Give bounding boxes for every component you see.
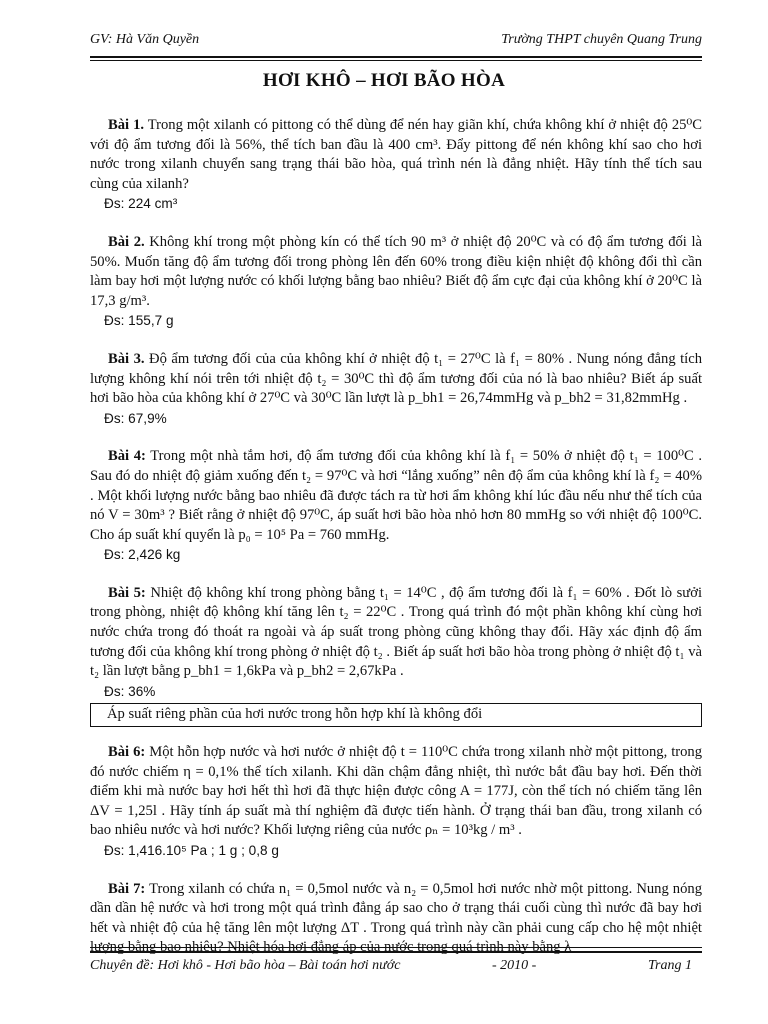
page-footer <box>90 958 702 980</box>
problem-text: Không khí trong một phòng kín có thể tích 90 m³ ở nhiệt độ 20⁰C và có độ ẩm tương đối là 50%. Muốn tăng độ ẩm tương đối trong phòng lên đến 60% trong điều kiện nhiệt độ không đổi thì cần làm bay hơi một lượng nước có khối lượng bằng bao nhiêu? Biết độ ẩm cực đại của không khí ở 20⁰C là 17,3 g/m³. <box>90 233 702 309</box>
problem-text: Nhiệt độ không khí trong phòng bằng t₁ = 14⁰C , độ ẩm tương đối là f₁ = 60% . Đốt lò sưởi trong phòng, nhiệt độ không khí tăng lên t₂ = 22⁰C . Trong quá trình đó một phần không khí cùng hơi nước chứa trong đó thoát ra ngoài và áp suất trong phòng cũng không thay đổi. Hãy xác định độ ẩm tương đối của không khí trong phòng ở nhiệt độ t₂ . Biết áp suất hơi bão hòa trong phòng ở nhiệt độ t₁ và t₂ lần lượt bằng p_bh1 = 1,6kPa và p_bh2 = 2,67kPa . <box>90 584 702 680</box>
problem-text: Trong một nhà tắm hơi, độ ẩm tương đối của không khí là f₁ = 50% ở nhiệt độ t₁ = 100⁰C . Sau đó do nhiệt độ giảm xuống đến t₂ = 97⁰C và hơi “lắng xuống” nên độ ẩm của không khí là f₂ = 40% . Một khối lượng nước bằng bao nhiêu đã được tách ra từ hơi ẩm không khí lúc đầu nếu như thể tích của nó V = 30m³ ? Biết rằng ở nhiệt độ 97⁰C, áp suất hơi bão hòa nhỏ hơn 80 mmHg so với nhiệt độ 100⁰C. Cho áp suất khí quyển là p₀ = 10⁵ Pa = 760 mmHg. <box>90 448 702 543</box>
header-teacher: GV: Hà Văn Quyền <box>90 32 200 47</box>
footer-topic: Chuyên đề: Hơi khô - Hơi bão hòa – Bài toán hơi nước <box>90 958 401 973</box>
problem-label: Bài 7: <box>108 880 146 897</box>
problem-text: Một hỗn hợp nước và hơi nước ở nhiệt độ t = 110⁰C chứa trong xilanh nhờ một pittong, trong đó nước chiếm η = 0,1% thể tích xilanh. Khi dãn chậm đẳng nhiệt, thì nước bắt đầu bay hơi. Đến thời điểm khi mà nước bay hơi hết thì hơi đã thực hiện được công A = 177J, còn thể tích nó chiếm tăng lên ΔV = 1,25l . Hãy tính áp suất mà thí nghiệm đã được tiến hành. Ở trạng thái ban đầu, trong xilanh có bao nhiêu nước và hơi nước? Khối lượng riêng của nước ρₙ = 10³kg / m³ . <box>90 744 703 839</box>
answer-6: Đs: 1,416.10⁵ Pa ; 1 g ; 0,8 g <box>104 843 279 858</box>
answer-1: Đs: 224 cm³ <box>104 196 178 212</box>
problem-2 <box>90 233 702 311</box>
answer-3: Đs: 67,9% <box>104 410 167 426</box>
page-header <box>90 30 702 54</box>
footer-page-number: Trang 1 <box>648 958 692 973</box>
answer-4: Đs: 2,426 kg <box>104 547 181 563</box>
answer-5: Đs: 36% <box>104 683 156 699</box>
problem-6 <box>90 743 702 841</box>
problem-1 <box>90 116 702 194</box>
hint-box: Áp suất riêng phần của hơi nước trong hỗn hợp khí là không đổi <box>90 703 702 727</box>
problem-label: Bài 2. <box>108 233 145 250</box>
problem-text: Trong một xilanh có pittong có thể dùng để nén hay giãn khí, chứa không khí ở nhiệt độ 25⁰C với độ ẩm tương đối là 56%, thể tích ban đầu là 400 cm³. Đẩy pittong để nén không khí sao cho hơi nước trong xilanh chuyển sang trạng thái bão hòa, quá trình nén là đẳng nhiệt. Hãy tính thể tích sau cùng của xilanh? <box>90 117 702 192</box>
document-body <box>90 116 702 958</box>
footer-rule <box>90 951 702 953</box>
problem-text: Độ ẩm tương đối của của không khí ở nhiệt độ t₁ = 27⁰C là f₁ = 80% . Nung nóng đẳng tích lượng không khí nói trên tới nhiệt độ t₂ = 30⁰C thì độ ẩm tương đối của nó là bao nhiêu? Biết áp suất hơi bão hòa của không khí ở 27⁰C và 30⁰C lần lượt là p_bh1 = 26,74mmHg và p_bh2 = 31,82mmHg . <box>90 350 703 407</box>
problem-4 <box>90 447 702 545</box>
header-rule <box>90 56 702 58</box>
problem-label: Bài 1. <box>108 117 145 133</box>
header-rule-thin <box>90 60 702 61</box>
problem-label: Bài 3. <box>108 350 145 367</box>
footer-year: - 2010 - <box>492 958 537 973</box>
problem-3 <box>90 350 702 409</box>
footer-rule-thin <box>90 947 702 948</box>
page-title: HƠI KHÔ – HƠI BÃO HÒA <box>262 70 506 91</box>
problem-5 <box>90 584 702 682</box>
header-school: Trường THPT chuyên Quang Trung <box>501 32 702 47</box>
problem-label: Bài 4: <box>108 448 146 465</box>
answer-2: Đs: 155,7 g <box>104 313 174 329</box>
problem-text: Trong xilanh có chứa n₁ = 0,5mol nước và n₂ = 0,5mol hơi nước nhờ một pittong. Nung nóng dần dần hệ nước và hơi trong một quá trình đẳng áp sao cho ở trạng thái cuối cùng thì nước đã bay hơi hết và nhiệt độ của hệ tăng lên một lượng ΔT . Trong quá trình này cần phải cung cấp cho hệ một nhiệt lượng bằng bao nhiêu? Nhiệt hóa hơi đẳng áp của nước trong quá trình này bằng λ <box>90 880 702 956</box>
problem-label: Bài 5: <box>108 584 146 601</box>
problem-label: Bài 6: <box>108 744 146 761</box>
